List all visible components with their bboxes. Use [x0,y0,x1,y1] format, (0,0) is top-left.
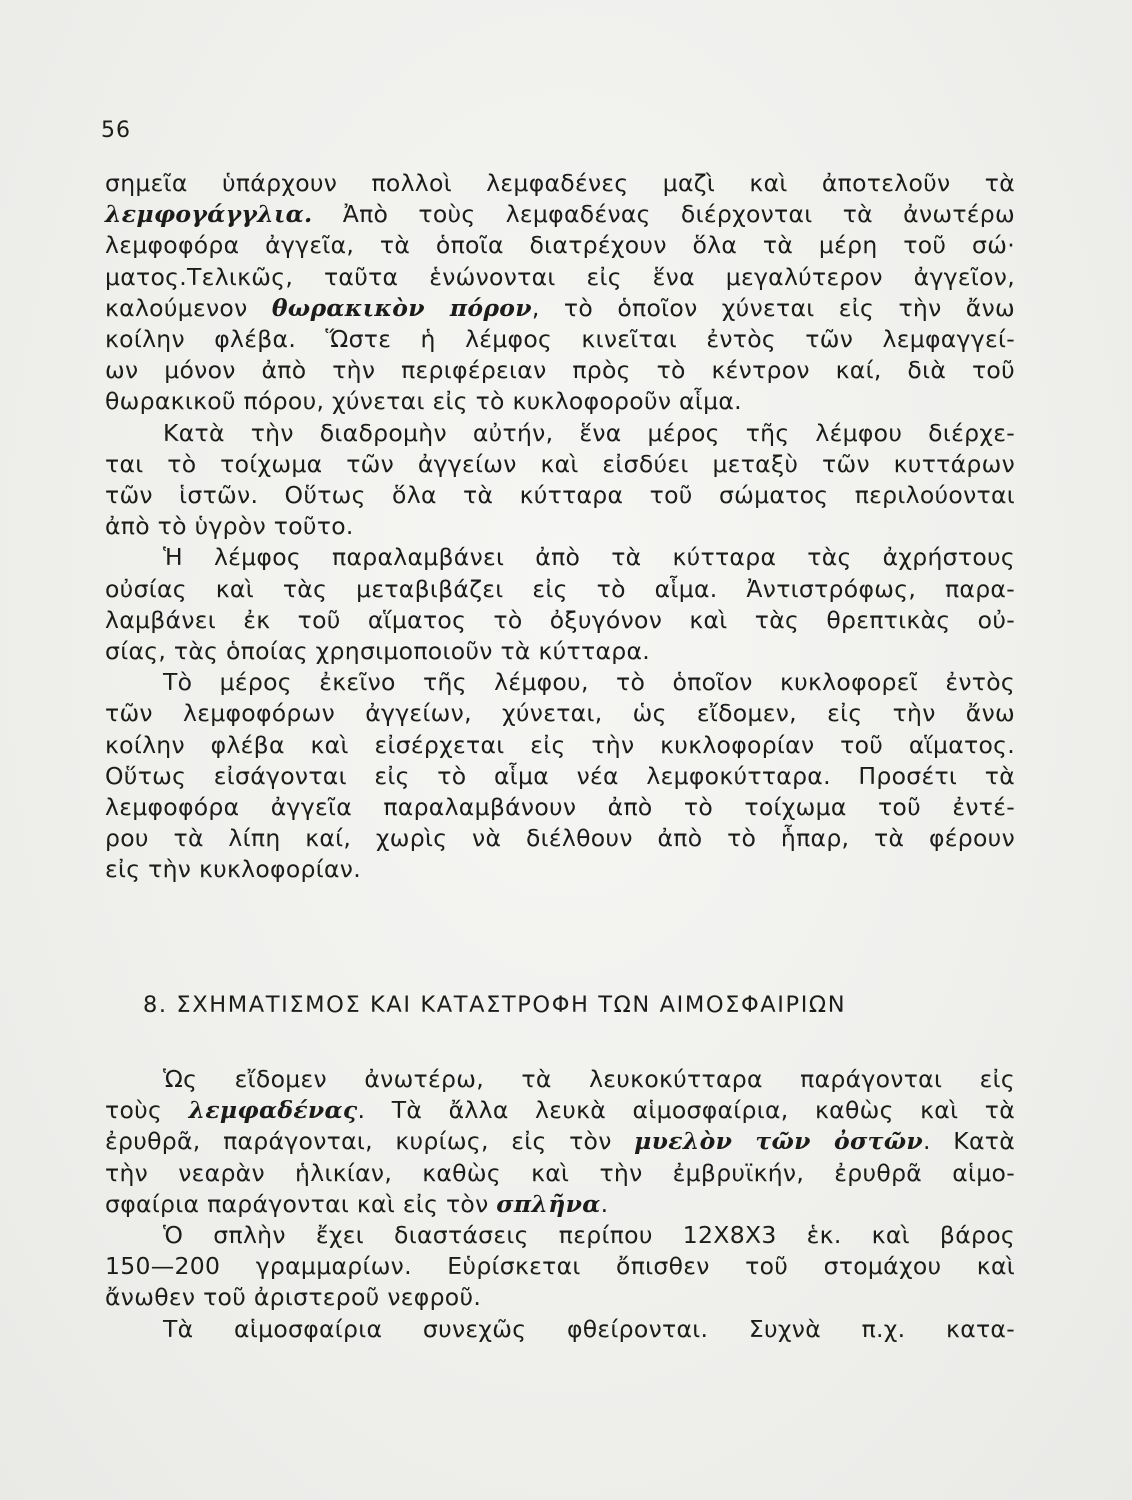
text-line [105,1126,1015,1157]
text-line: 150—200 γραμμαρίων. Εὑρίσκεται ὄπισθεν τοῦ στομάχου καὶ [105,1252,1015,1281]
text-line [105,1189,1015,1220]
text-line: ἄνωθεν τοῦ ἀριστεροῦ νεφροῦ. [105,1283,482,1312]
text-line: ται τὸ τοίχωμα τῶν ἀγγείων καὶ εἰσδύει μεταξὺ τῶν κυττάρων [105,449,1015,478]
line-prefix: τοὺς [105,1096,189,1125]
line-prefix: ἐρυθρᾶ, παράγονται, κυρίως, εἰς τὸν [105,1127,635,1156]
text-line [105,1095,1015,1126]
line-text: . [600,1189,609,1218]
text-line: Κατὰ τὴν διαδρομὴν αὐτήν, ἕνα μέρος τῆς λέμφου διέρχε- [163,418,1015,447]
text-line [105,199,1015,230]
section-2-body [105,1064,1015,1345]
emphasized-term: λεμφαδένας [188,1096,358,1125]
text-line: εἰς τὴν κυκλοφορίαν. [105,855,361,884]
line-prefix: καλούμενον [105,293,272,322]
line-prefix: σφαίρια παράγονται καὶ εἰς τὸν [105,1189,497,1218]
text-line: ἀπὸ τὸ ὑγρὸν τοῦτο. [105,512,354,541]
text-line: σίας, τὰς ὁποίας χρησιμοποιοῦν τὰ κύτταρα. [105,637,651,666]
emphasized-term: λεμφογάγγλια. [105,200,313,229]
text-line: κοίλην φλέβα. Ὥστε ἡ λέμφος κινεῖται ἐντὸς τῶν λεμφαγγεί- [105,325,1015,354]
text-line: τὴν νεαρὰν ἡλικίαν, καθὼς καὶ τὴν ἐμβρυϊκήν, ἐρυθρᾶ αἱμο- [105,1158,1015,1187]
text-line: τῶν ἱστῶν. Οὕτως ὅλα τὰ κύτταρα τοῦ σώματος περιλούονται [105,481,1015,510]
emphasized-term: θωρακικὸν πόρον [271,293,532,322]
page-number: 56 [101,118,131,143]
text-line [105,293,1015,324]
section-heading: 8. ΣΧΗΜΑΤΙΣΜΟΣ ΚΑΙ ΚΑΤΑΣΤΡΟΦΗ ΤΩΝ ΑΙΜΟΣΦΑΙΡΙΩΝ [143,992,847,1018]
line-text: . Κατὰ [923,1127,1016,1156]
text-line: Ὁ σπλὴν ἔχει διαστάσεις περίπου 12Χ8Χ3 ἑκ. καὶ βάρος [163,1221,1015,1250]
line-text: , τὸ ὁποῖον χύνεται εἰς τὴν ἄνω [531,293,1016,322]
text-line: θωρακικοῦ πόρου, χύνεται εἰς τὸ κυκλοφοροῦν αἷμα. [105,387,742,416]
section-1-body [105,168,1015,886]
text-line: ων μόνον ἀπὸ τὴν περιφέρειαν πρὸς τὸ κέντρον καί, διὰ τοῦ [105,356,1015,385]
text-line: Οὕτως εἰσάγονται εἰς τὸ αἷμα νέα λεμφοκύτταρα. Προσέτι τὰ [105,761,1015,790]
text-line: οὐσίας καὶ τὰς μεταβιβάζει εἰς τὸ αἷμα. Ἀντιστρόφως, παρα- [105,574,1015,603]
text-line: ματος.Τελικῶς, ταῦτα ἑνώνονται εἰς ἕνα μεγαλύτερον ἀγγεῖον, [105,262,1015,291]
text-line: τῶν λεμφοφόρων ἀγγείων, χύνεται, ὡς εἴδομεν, εἰς τὴν ἄνω [105,699,1015,728]
text-line: λεμφοφόρα ἀγγεῖα, τὰ ὁποῖα διατρέχουν ὅλα τὰ μέρη τοῦ σώ· [105,231,1015,260]
text-line: λεμφοφόρα ἀγγεῖα παραλαμβάνουν ἀπὸ τὸ τοίχωμα τοῦ ἐντέ- [105,793,1015,822]
line-text: . Τὰ ἄλλα λευκὰ αἱμοσφαίρια, καθὼς καὶ τὰ [357,1096,1016,1125]
text-line: κοίλην φλέβα καὶ εἰσέρχεται εἰς τὴν κυκλοφορίαν τοῦ αἵματος. [105,730,1015,759]
text-line: σημεῖα ὑπάρχουν πολλοὶ λεμφαδένες μαζὶ καὶ ἀποτελοῦν τὰ [105,169,1015,197]
text-line: Ὡς εἴδομεν ἀνωτέρω, τὰ λευκοκύτταρα παράγονται εἰς [163,1065,1015,1093]
text-line: Τὸ μέρος ἐκεῖνο τῆς λέμφου, τὸ ὁποῖον κυκλοφορεῖ ἐντὸς [163,668,1015,697]
text-line: Ἡ λέμφος παραλαμβάνει ἀπὸ τὰ κύτταρα τὰς ἀχρήστους [163,543,1015,572]
text-line: λαμβάνει ἐκ τοῦ αἵματος τὸ ὀξυγόνον καὶ τὰς θρεπτικὰς οὐ- [105,605,1015,634]
line-text: Ἀπὸ τοὺς λεμφαδένας διέρχονται τὰ ἀνωτέρω [312,200,1015,229]
emphasized-term: μυελὸν τῶν ὀστῶν [634,1127,923,1156]
text-line: Τὰ αἱμοσφαίρια συνεχῶς φθείρονται. Συχνὰ π.χ. κατα- [163,1314,1015,1343]
text-line: ρου τὰ λίπη καί, χωρὶς νὰ διέλθουν ἀπὸ τὸ ἧπαρ, τὰ φέρουν [105,824,1015,853]
emphasized-term: σπλῆνα [496,1189,601,1218]
